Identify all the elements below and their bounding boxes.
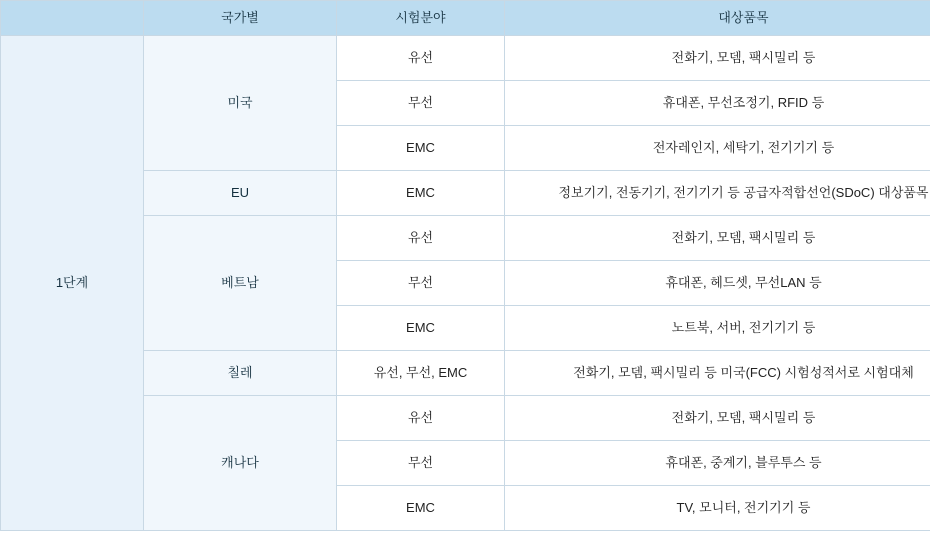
field-cell: 무선	[337, 441, 505, 486]
country-cell: 칠레	[144, 351, 337, 396]
field-cell: EMC	[337, 171, 505, 216]
item-cell: 휴대폰, 헤드셋, 무선LAN 등	[505, 261, 930, 306]
field-cell: 무선	[337, 261, 505, 306]
country-cell: 캐나다	[144, 396, 337, 531]
item-cell: 전화기, 모뎀, 팩시밀리 등	[505, 396, 930, 441]
header-row	[1, 1, 930, 36]
field-cell: 유선, 무선, EMC	[337, 351, 505, 396]
header-field: 시험분야	[337, 1, 505, 36]
table-row	[1, 36, 930, 81]
field-cell: 유선	[337, 216, 505, 261]
country-cell: EU	[144, 171, 337, 216]
item-cell: 전자레인지, 세탁기, 전기기기 등	[505, 126, 930, 171]
table-header	[1, 1, 930, 36]
header-item: 대상품목	[505, 1, 930, 36]
header-country: 국가별	[144, 1, 337, 36]
stage-cell: 1단계	[1, 36, 144, 531]
field-cell: EMC	[337, 486, 505, 531]
item-cell: 노트북, 서버, 전기기기 등	[505, 306, 930, 351]
item-cell: 전화기, 모뎀, 팩시밀리 등	[505, 216, 930, 261]
table-body	[1, 36, 930, 531]
item-cell: TV, 모니터, 전기기기 등	[505, 486, 930, 531]
item-cell: 휴대폰, 중계기, 블루투스 등	[505, 441, 930, 486]
field-cell: EMC	[337, 126, 505, 171]
field-cell: 유선	[337, 36, 505, 81]
item-cell: 휴대폰, 무선조정기, RFID 등	[505, 81, 930, 126]
country-cell: 베트남	[144, 216, 337, 351]
field-cell: 유선	[337, 396, 505, 441]
item-cell: 정보기기, 전동기기, 전기기기 등 공급자적합선언(SDoC) 대상품목	[505, 171, 930, 216]
field-cell: EMC	[337, 306, 505, 351]
field-cell: 무선	[337, 81, 505, 126]
item-cell: 전화기, 모뎀, 팩시밀리 등	[505, 36, 930, 81]
item-cell: 전화기, 모뎀, 팩시밀리 등 미국(FCC) 시험성적서로 시험대체	[505, 351, 930, 396]
header-stage	[1, 1, 144, 36]
country-cell: 미국	[144, 36, 337, 171]
